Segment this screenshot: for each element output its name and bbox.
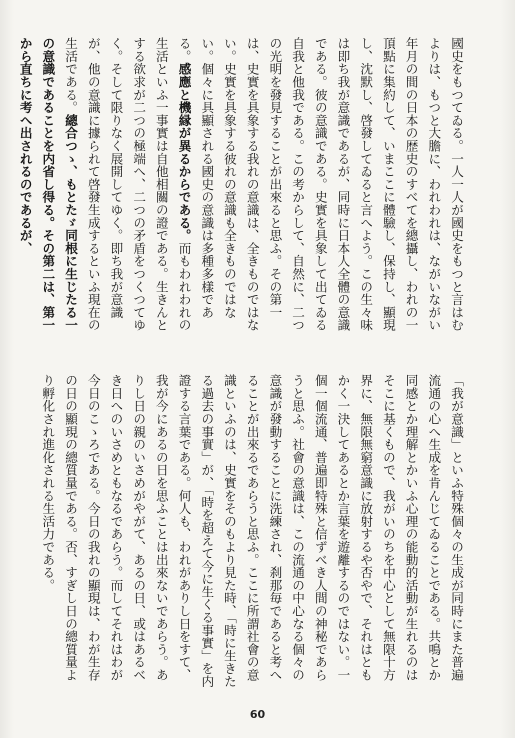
upper-paragraph-2-tail: 總合つゝ、もとたゞ同根に生じたる一の意識であることを内省し得る。: [40, 37, 79, 332]
upper-bold-phrase-1: 感應と機縁が異るからである。: [176, 62, 192, 242]
lower-paragraph-1: といふ特殊個々の生成が同時にまた普遍流通の心へ生成を肯んじてゐることである。共鳴とか同感とか理解とかいふ心理の能動的活動が生れるのはそこに基くもので、我がいのちを中心として無限十方界に、無限無窮意識に放射するや否やで、それはともかく一決してあるとか言葉を遊離するのではない。一個一個流通、普遍即特殊と信ずべき人間の神秘であらうと思ふ。: [290, 374, 464, 682]
lower-quote: 「我が意識」: [449, 374, 464, 451]
upper-bold-closing-line: その第二は、第一から直ちに考へ出されるのであるが、: [17, 37, 56, 332]
lower-text-block: [40, 374, 467, 691]
upper-paragraph-2-start: その第一は、史實を具象する我れの意識は、全きものではない。史實を具象する彼れの意識も全きものではない。個々に具顯される國史の意識は多種多樣である。: [176, 37, 283, 332]
upper-paragraph-1: 國史をもつてゐる。一人一人が國史をもつと言はむよりは、もつと大膽に、われわれは、ながいながい年月の間の日本の歴史のすべてを總攝し、われの一頂點に集約して、いまここに體驗し、保持し、顯現し、沈默し、啓發してゐると言へよう。この生々味は即ち我が意識であるが、同時に日本人全體の意識である。彼の意識である。史實を具象して出てゐる自我と他我である。この考からして、自然に、二つの光明を發見することが出來ると思ふ。: [267, 37, 464, 332]
lower-paragraph-2: 社會の意識は、この流通の中心なる個々の意識が發動することに洗練され、刹那毎であると考へることが出來るであらうと思ふ。ここに所謂社會の意識といふのは、史實をそのもより見た時、「時に生きたる過去の事實」が、「時を超えて今に生くる事實」を内證する言葉である。何人も、われがありし日をすて、我が今にあるの日を思ふことは出來ないであらう。ありし日の親のいさめがやがて、あるの日、或はあるべき日へのいさめともなるであらう。而してそれはわが今日のこゝろである。今日の我れの顯現は、わが生存の日の顯現の總質量である。否、すぎし日の總質量より孵化され進化される生活力である。: [40, 374, 306, 688]
upper-text-block: [17, 37, 467, 342]
upper-paragraph-2-middle: 而もわれわれの生活といふ一事實は自他相關の證である。生きんとする欲求が二つの極端へ、二つの矛盾をつくつてゆく。そして限りなく展開してゆく。即ち我が意識が、他の意識に據られて啓發生成するといふ現在の生活である。: [63, 37, 192, 332]
page-number: 60: [249, 708, 266, 721]
